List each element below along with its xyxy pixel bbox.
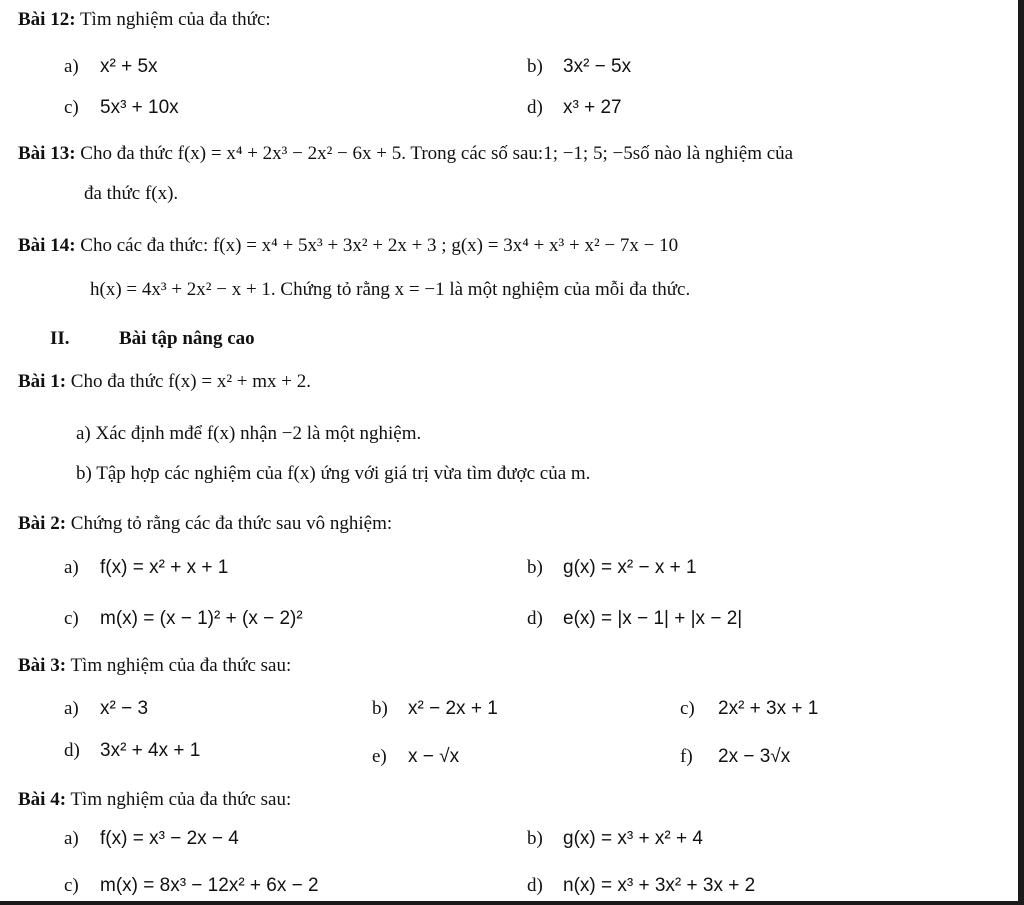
item-label: a) [64,698,79,719]
exercise-14-line1: Bài 14: Cho các đa thức: f(x) = x⁴ + 5x³ + 3x² + 2x + 3 ; g(x) = 3x⁴ + x³ + x² − 7x − 10 [18,235,679,256]
item-label: d) [527,875,543,896]
item-label: a) [64,557,79,578]
item-label: b) [527,557,543,578]
expression: x − √x [408,746,460,767]
expression: x² − 3 [100,698,149,719]
item-label: d) [527,97,543,118]
expression: m(x) = 8x³ − 12x² + 6x − 2 [100,875,319,896]
item-label: e) [372,746,387,767]
expression: e(x) = |x − 1| + |x − 2| [563,608,743,629]
item-label: c) [680,698,695,719]
item-label: b) [527,828,543,849]
advanced-3-heading: Bài 3: Tìm nghiệm của đa thức sau: [18,655,292,676]
expression: 3x² + 4x + 1 [100,740,201,761]
exercise-13-line2: đa thức f(x). [84,183,179,204]
expression: x² − 2x + 1 [408,698,498,719]
exercise-14-line2: h(x) = 4x³ + 2x² − x + 1. Chứng tỏ rằng x = −1 là một nghiệm của mỗi đa thức. [90,279,691,300]
section-title: Bài tập nâng cao [119,328,255,349]
item-label: c) [64,608,79,629]
advanced-1-heading: Bài 1: Cho đa thức f(x) = x² + mx + 2. [18,371,311,392]
expression: g(x) = x³ + x² + 4 [563,828,703,849]
expression: f(x) = x³ − 2x − 4 [100,828,239,849]
right-border [1018,0,1024,905]
item-label: a) [64,828,79,849]
expression: g(x) = x² − x + 1 [563,557,697,578]
expression: x² + 5x [100,56,158,77]
expression: n(x) = x³ + 3x² + 3x + 2 [563,875,756,896]
advanced-1-a: a) Xác định mđể f(x) nhận −2 là một nghiệm. [76,423,422,444]
bottom-border [0,901,1024,905]
expression: 2x² + 3x + 1 [718,698,819,719]
expression: 3x² − 5x [563,56,632,77]
item-label: b) [527,56,543,77]
advanced-4-heading: Bài 4: Tìm nghiệm của đa thức sau: [18,789,292,810]
exercise-13-line1: Bài 13: Cho đa thức f(x) = x⁴ + 2x³ − 2x² − 6x + 5. Trong các số sau:1; −1; 5; −5số nào là nghiệm của [18,143,794,164]
exercise-12-heading: Bài 12: Tìm nghiệm của đa thức: [18,9,271,30]
expression: 2x − 3√x [718,746,791,767]
expression: 5x³ + 10x [100,97,179,118]
item-label: c) [64,97,79,118]
item-label: c) [64,875,79,896]
advanced-1-b: b) Tập hợp các nghiệm của f(x) ứng với giá trị vừa tìm được của m. [76,463,591,484]
expression: m(x) = (x − 1)² + (x − 2)² [100,608,303,629]
item-label: b) [372,698,388,719]
item-label: f) [680,746,693,767]
expression: f(x) = x² + x + 1 [100,557,229,578]
item-label: d) [527,608,543,629]
advanced-2-heading: Bài 2: Chứng tỏ rằng các đa thức sau vô nghiệm: [18,513,393,534]
expression: x³ + 27 [563,97,622,118]
item-label: d) [64,740,80,761]
section-number: II. [50,328,70,349]
item-label: a) [64,56,79,77]
